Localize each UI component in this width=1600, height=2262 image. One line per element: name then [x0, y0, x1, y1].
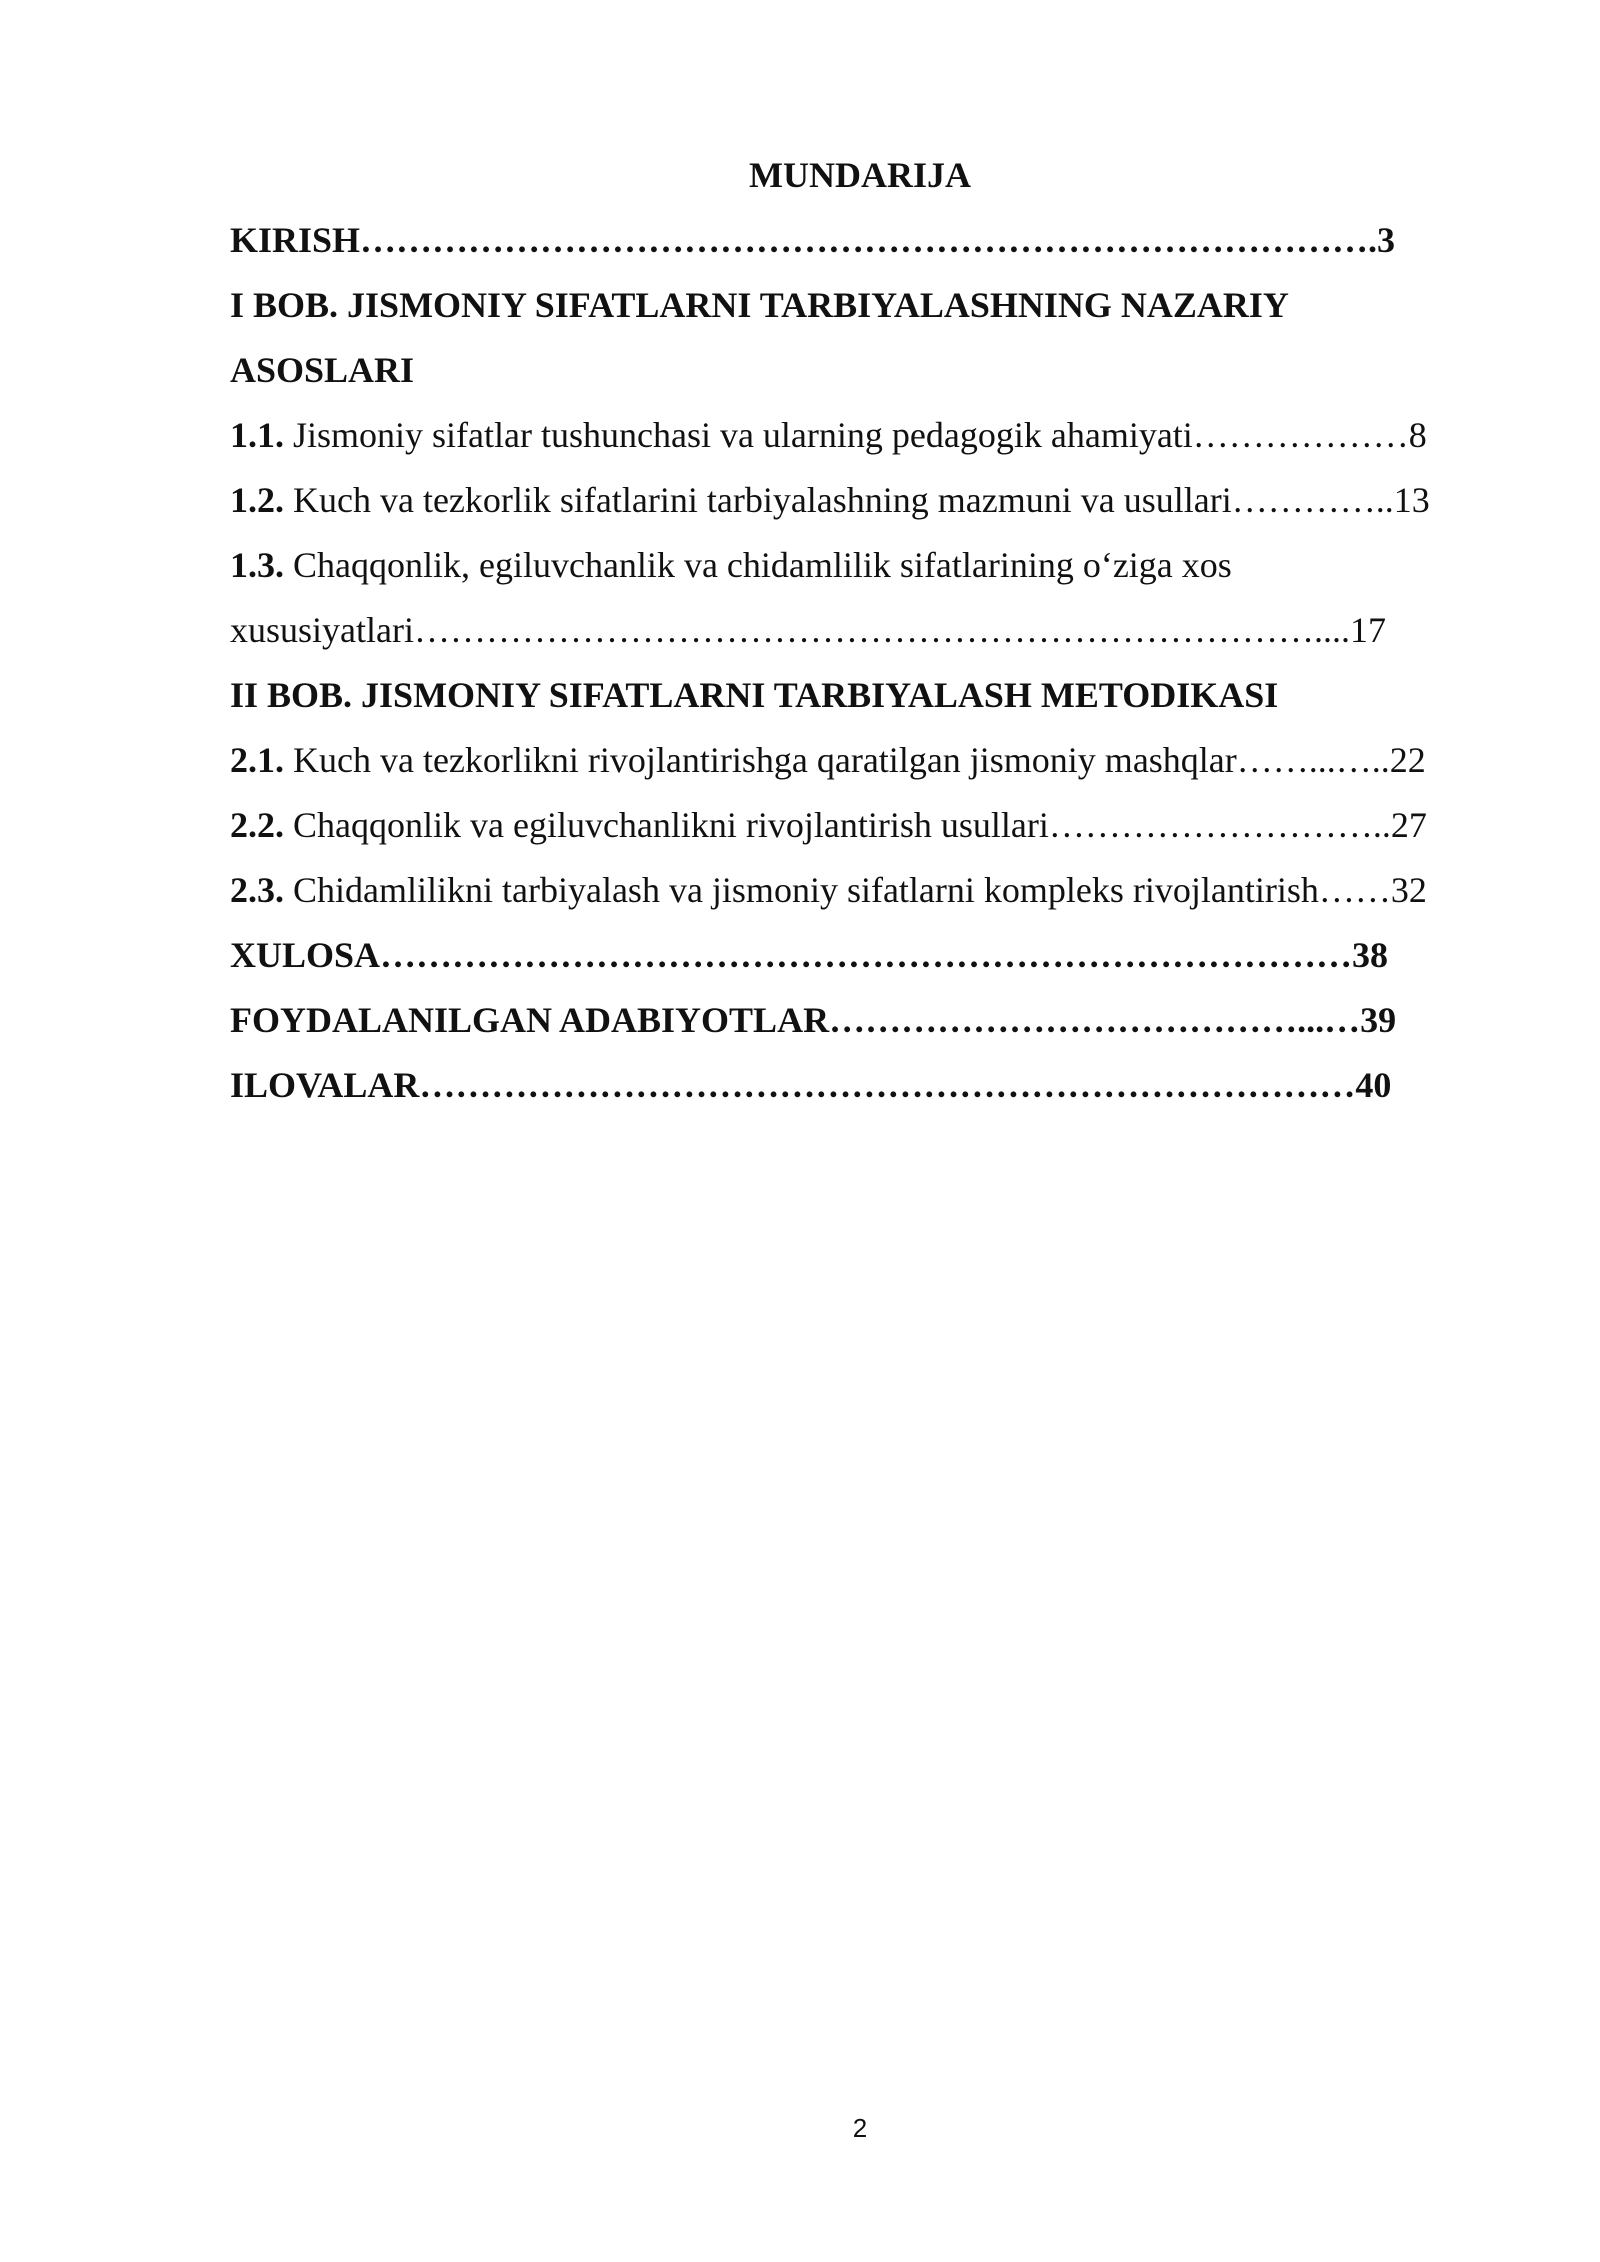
- toc-entry-text: II BOB. JISMONIY SIFATLARNI TARBIYALASH METODIKASI: [230, 675, 1279, 715]
- toc-entry: [230, 343, 1495, 408]
- toc-entry: [230, 213, 1495, 278]
- toc-entry: [230, 1058, 1495, 1123]
- toc-entry-number: 2.2.: [230, 805, 284, 845]
- toc-entry: [230, 473, 1495, 538]
- toc-entry-text: Chaqqonlik va egiluvchanlikni rivojlantirish usullari………………………..27: [284, 805, 1427, 845]
- table-of-contents: [230, 213, 1495, 1123]
- toc-entry: [230, 993, 1495, 1058]
- toc-entry: [230, 603, 1495, 668]
- toc-entry: [230, 668, 1495, 733]
- toc-entry-number: 2.3.: [230, 870, 284, 910]
- toc-entry-text: xususiyatlari…………………………………………………………………....17: [230, 610, 1386, 650]
- toc-entry: [230, 928, 1495, 993]
- toc-entry-text: FOYDALANILGAN ADABIYOTLAR…………………………………...…39: [230, 1000, 1397, 1040]
- toc-entry-number: 1.1.: [230, 415, 284, 455]
- toc-entry-text: I BOB. JISMONIY SIFATLARNI TARBIYALASHNING NAZARIY: [230, 285, 1289, 325]
- toc-title: MUNDARIJA: [749, 155, 971, 195]
- toc-entry-text: KIRISH………………………………………………………………………….3: [230, 220, 1396, 260]
- toc-entry-text: Chaqqonlik, egiluvchanlik va chidamlilik sifatlarining o‘ziga xos: [284, 545, 1232, 585]
- toc-entry: [230, 408, 1495, 473]
- toc-entry-text: ASOSLARI: [230, 350, 415, 390]
- page-number: 2: [852, 2113, 868, 2143]
- toc-entry: [230, 733, 1495, 798]
- toc-entry-number: 1.3.: [230, 545, 284, 585]
- toc-entry-text: ILOVALAR……………………………………………………………………40: [230, 1065, 1392, 1105]
- toc-entry-text: Jismoniy sifatlar tushunchasi va ularning pedagogik ahamiyati………………8: [284, 415, 1427, 455]
- toc-entry-text: Kuch va tezkorlik sifatlarini tarbiyalashning mazmuni va usullari…………..13: [284, 480, 1430, 520]
- toc-entry: [230, 538, 1495, 603]
- toc-entry: [230, 798, 1495, 863]
- toc-entry-number: 1.2.: [230, 480, 284, 520]
- toc-entry-text: XULOSA………………………………………………………………………38: [230, 935, 1389, 975]
- toc-entry-text: Chidamlilikni tarbiyalash va jismoniy sifatlarni kompleks rivojlantirish……32: [284, 870, 1427, 910]
- toc-entry: [230, 863, 1495, 928]
- toc-entry-number: 2.1.: [230, 740, 284, 780]
- toc-entry-text: Kuch va tezkorlikni rivojlantirishga qaratilgan jismoniy mashqlar……...…..22: [284, 740, 1426, 780]
- toc-entry: [230, 278, 1495, 343]
